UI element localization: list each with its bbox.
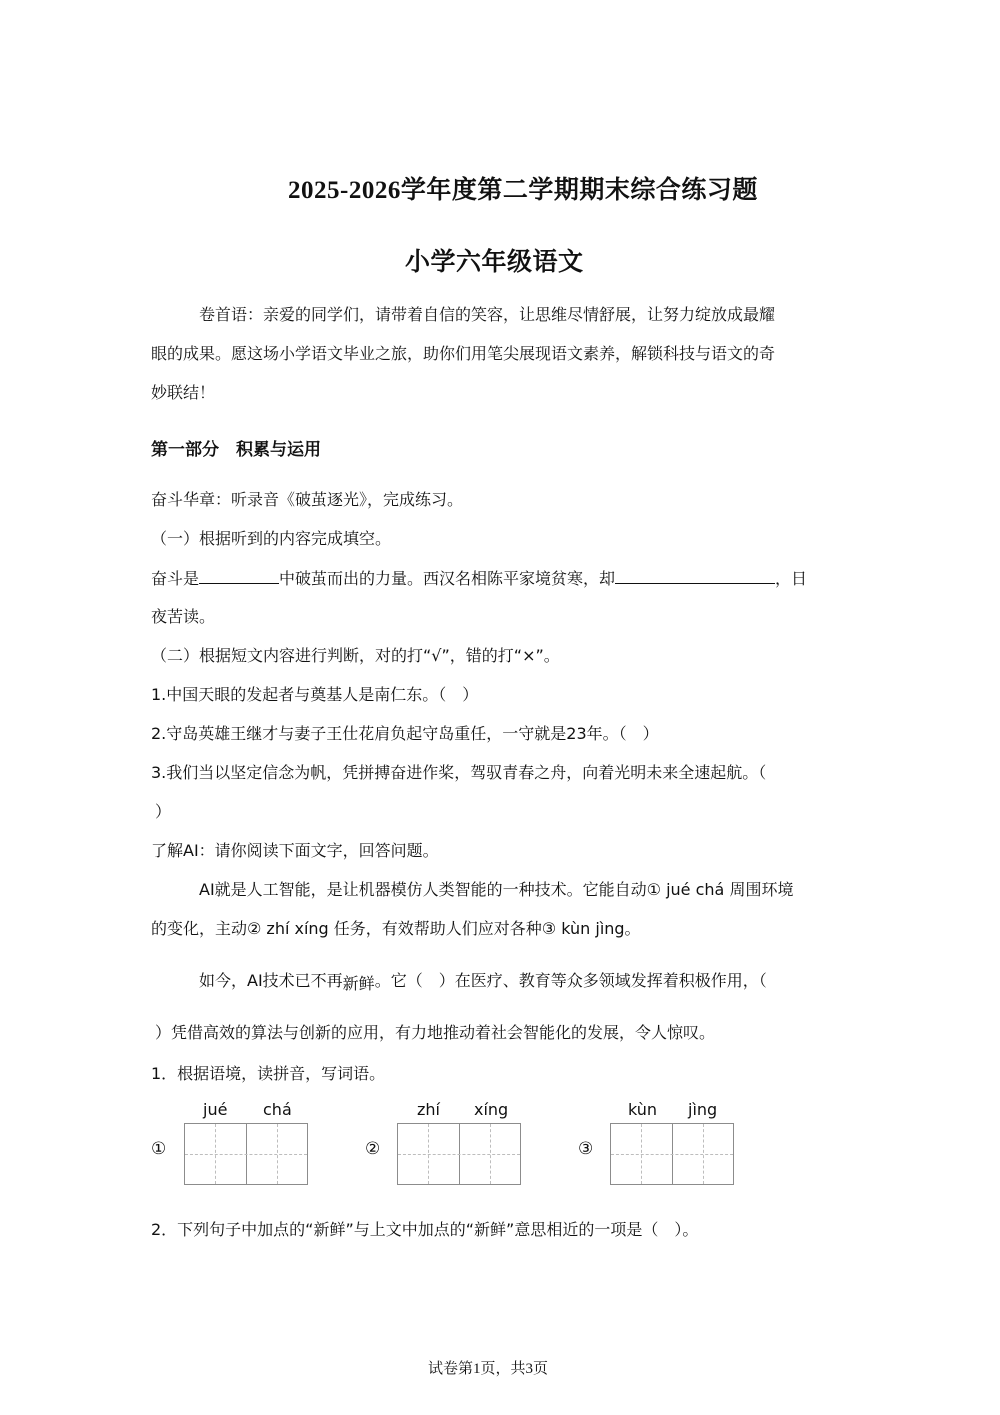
fill-blank-1[interactable] [199,567,279,584]
preface-line-3: 妙联结！ [151,383,216,402]
circle-number-3: ③ [578,1139,594,1159]
ai-paragraph-1a: AI就是人工智能，是让机器模仿人类智能的一种技术。它能自动① jué chá 周围环境 [199,880,794,899]
pinyin-1b: chá [263,1100,292,1119]
ai-p2-post: 。它（ ）在医疗、教育等众多领域发挥着积极作用，（ [374,971,767,990]
dotted-word-xinxian: 新鲜 [342,974,375,993]
pinyin-2a: zhí [417,1100,440,1119]
pinyin-3a: kùn [628,1100,658,1119]
page-title: 2025-2026学年度第二学期期末综合练习题 [288,177,758,204]
preface-line-1: 卷首语：亲爱的同学们，请带着自信的笑容，让思维尽情舒展，让努力绽放成最耀 [199,305,776,324]
pinyin-3b: jìng [688,1100,718,1119]
circle-number-1: ① [151,1139,167,1159]
ai-paragraph-2a [199,970,767,992]
fill-blank-2[interactable] [615,567,775,584]
ai-paragraph-2b: ）凭借高效的算法与创新的应用，有力地推动着社会智能化的发展，令人惊叹。 [155,1023,716,1042]
judge-item-2: 2.守岛英雄王继才与妻子王仕花肩负起守岛重任，一守就是23年。（ ） [151,724,659,743]
fill-text-a: 奋斗是 [151,569,200,588]
part1-sub1: （一）根据听到的内容完成填空。 [151,529,392,548]
part1-intro: 奋斗华章：听录音《破茧逐光》，完成练习。 [151,490,464,509]
section-heading: 第一部分 积累与运用 [151,440,321,460]
ai-intro: 了解AI：请你阅读下面文字，回答问题。 [151,841,439,860]
judge-item-3: 3.我们当以坚定信念为帆，凭拼搏奋进作桨，驾驭青春之舟，向着光明未来全速起航。（ [151,763,767,782]
writing-grid-2[interactable] [397,1123,521,1185]
fill-in-line-2: 夜苦读。 [151,607,216,626]
judge-item-1: 1.中国天眼的发起者与奠基人是南仁东。（ ） [151,685,479,704]
circle-number-2: ② [365,1139,381,1159]
preface-line-2: 眼的成果。愿这场小学语文毕业之旅，助你们用笔尖展现语文素养，解锁科技与语文的奇 [151,344,776,363]
fill-text-c: ，日 [775,569,808,588]
ai-p2-pre: 如今，AI技术已不再 [199,971,343,990]
page-footer: 试卷第1页，共3页 [428,1361,549,1377]
question-2-prompt: 2．下列句子中加点的“新鲜”与上文中加点的“新鲜”意思相近的一项是（ ）。 [151,1220,699,1239]
writing-grid-1[interactable] [184,1123,308,1185]
judge-item-3-end: ） [155,802,172,821]
page-subtitle: 小学六年级语文 [405,249,584,276]
question-1-prompt: 1．根据语境，读拼音，写词语。 [151,1064,386,1083]
part1-sub2: （二）根据短文内容进行判断，对的打“√”，错的打“×”。 [151,646,560,665]
pinyin-1a: jué [203,1100,228,1119]
writing-grid-3[interactable] [610,1123,734,1185]
fill-text-b: 中破茧而出的力量。西汉名相陈平家境贫寒，却 [279,569,616,588]
fill-in-line [151,567,807,590]
ai-paragraph-1b: 的变化，主动② zhí xíng 任务，有效帮助人们应对各种③ kùn jìng。 [151,919,641,938]
pinyin-2b: xíng [474,1100,509,1119]
